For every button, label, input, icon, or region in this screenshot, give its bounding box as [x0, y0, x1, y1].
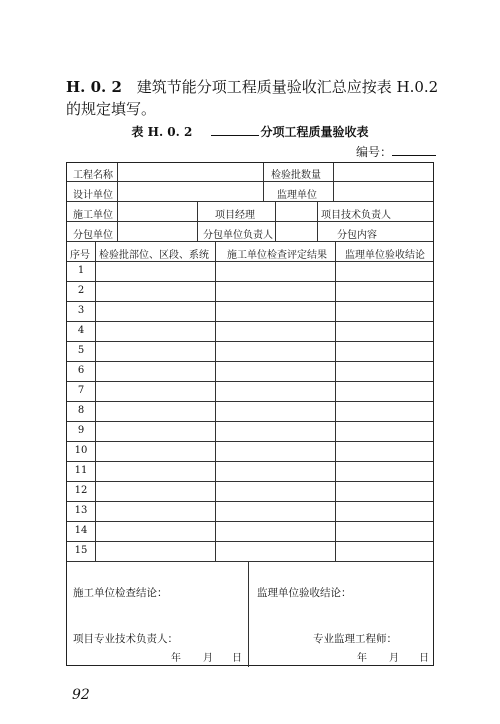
label-project-name: 工程名称 — [73, 170, 113, 181]
right-date-month: 月 — [389, 653, 399, 664]
row-number: 1 — [77, 265, 85, 276]
intro-paragraph — [66, 76, 446, 120]
tech-lead-signature-label: 项目专业技术负责人： — [73, 633, 178, 645]
supervisor-signature-label: 专业监理工程师： — [313, 633, 397, 645]
row-number: 5 — [77, 345, 85, 356]
col-no: 序号 — [70, 250, 90, 261]
label-subcontract-lead: 分包单位负责人 — [203, 230, 273, 241]
row-number: 8 — [77, 405, 85, 416]
label-supervision-unit: 监理单位 — [277, 190, 317, 201]
clause-text: 建筑节能分项工程质量验收汇总应按表 H.0.2 的规定填写。 — [66, 78, 439, 118]
row-number: 15 — [74, 545, 88, 556]
label-design-unit: 设计单位 — [73, 190, 113, 201]
col-inspection: 检验批部位、区段、系统 — [99, 250, 209, 261]
label-batch-count: 检验批数量 — [271, 170, 321, 181]
table-title — [0, 123, 500, 140]
clause-number: H. 0. 2 — [66, 78, 122, 96]
left-date-day: 日 — [232, 653, 242, 664]
row-number: 12 — [74, 485, 88, 496]
table-title-suffix: 分项工程质量验收表 — [260, 125, 369, 139]
row-number: 4 — [77, 325, 85, 336]
table-title-blank — [211, 134, 259, 136]
col-supervision-conclusion: 监理单位验收结论 — [345, 250, 425, 261]
row-number: 10 — [74, 445, 88, 456]
right-date-year: 年 — [357, 653, 367, 664]
row-number: 11 — [74, 465, 88, 476]
label-subcontract-content: 分包内容 — [337, 230, 377, 241]
row-number: 6 — [77, 365, 85, 376]
left-date-month: 月 — [203, 653, 213, 664]
row-number: 7 — [77, 385, 85, 396]
serial-blank — [392, 155, 436, 156]
serial-label: 编号： — [356, 145, 393, 159]
acceptance-form-table — [66, 162, 434, 666]
label-subcontract-unit: 分包单位 — [73, 230, 113, 241]
row-number: 13 — [74, 505, 88, 516]
table-title-prefix: 表 H. 0. 2 — [131, 125, 193, 139]
serial-number — [356, 143, 436, 160]
right-date-day: 日 — [419, 653, 429, 664]
construction-conclusion-label: 施工单位检查结论： — [73, 587, 168, 599]
col-construction-eval: 施工单位检查评定结果 — [227, 250, 327, 261]
label-project-manager: 项目经理 — [215, 210, 255, 221]
left-date-year: 年 — [171, 653, 181, 664]
supervision-conclusion-label: 监理单位验收结论： — [257, 587, 352, 599]
row-number: 2 — [77, 285, 85, 296]
row-number: 3 — [77, 305, 85, 316]
page-number: 92 — [72, 687, 90, 703]
label-tech-lead: 项目技术负责人 — [321, 210, 391, 221]
row-number: 9 — [77, 425, 85, 436]
row-number: 14 — [74, 525, 88, 536]
label-construction-unit: 施工单位 — [73, 210, 113, 221]
